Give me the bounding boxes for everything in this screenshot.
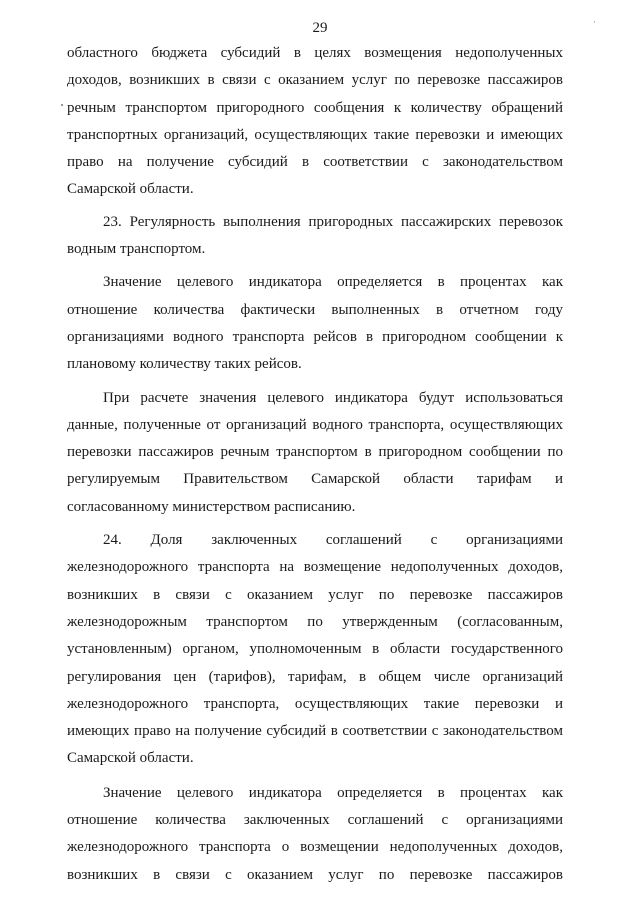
text-line: установленным) органом, уполномоченным в области государственного	[67, 641, 563, 658]
text-line: 23. Регулярность выполнения пригородных пассажирских перевозок	[103, 213, 563, 230]
text-line: При расчете значения целевого индикатора будут использоваться	[103, 389, 563, 406]
text-line: железнодорожным транспортом по утвержденным (согласованным,	[67, 613, 563, 630]
text-line: железнодорожного транспорта, осуществляющих такие перевозки и	[67, 695, 563, 712]
paragraph-data-source	[67, 385, 563, 521]
text-line: 24. Доля заключенных соглашений с организациями	[103, 532, 563, 549]
text-line: организациями водного транспорта рейсов в пригородном сообщении к	[67, 328, 563, 345]
text-line: имеющих право на получение субсидий в соответствии с законодательством	[67, 723, 563, 740]
text-line: право на получение субсидий в соответствии с законодательством	[67, 154, 563, 171]
text-line: Значение целевого индикатора определяется в процентах как	[103, 274, 563, 291]
text-line: возникших в связи с оказанием услуг по перевозке пассажиров	[67, 586, 563, 603]
paragraph-item-24	[67, 527, 563, 773]
text-line: доходов, возникших в связи с оказанием услуг по перевозке пассажиров	[67, 72, 563, 89]
text-line: Самарской области.	[67, 181, 194, 198]
text-line: речным транспортом пригородного сообщения к количеству обращений	[67, 99, 563, 116]
text-line: транспортных организаций, осуществляющих такие перевозки и имеющих	[67, 126, 563, 143]
page-number: 29	[312, 20, 328, 36]
document-body	[67, 40, 563, 889]
text-line: регулируемым Правительством Самарской области тарифам и	[67, 471, 563, 488]
text-line: областного бюджета субсидий в целях возмещения недополученных	[67, 45, 563, 61]
text-line: перевозки пассажиров речным транспортом в пригородном сообщении по	[67, 444, 563, 461]
scan-speck	[61, 104, 63, 106]
text-line: возникших в связи с оказанием услуг по перевозке пассажиров	[67, 866, 563, 883]
text-line: водным транспортом.	[67, 241, 206, 258]
text-line: железнодорожного транспорта о возмещении недополученных доходов,	[67, 839, 563, 856]
text-line: согласованному министерством расписанию.	[67, 498, 356, 515]
paragraph-continuation	[67, 40, 563, 204]
text-line: данные, полученные от организаций водного транспорта, осуществляющих	[67, 416, 563, 433]
paragraph-item-23	[67, 209, 563, 264]
text-line: отношение количества фактически выполненных в отчетном году	[67, 301, 563, 318]
corner-mark: ·	[593, 18, 596, 28]
paragraph-indicator-definition-2	[67, 780, 563, 889]
paragraph-indicator-definition	[67, 269, 563, 378]
text-line: Самарской области.	[67, 750, 194, 767]
text-line: Значение целевого индикатора определяется в процентах как	[103, 784, 563, 801]
text-line: плановому количеству таких рейсов.	[67, 356, 302, 373]
text-line: регулирования цен (тарифов), тарифам, в общем числе организаций	[67, 668, 563, 685]
text-line: отношение количества заключенных соглашений с организациями	[67, 812, 563, 829]
text-line: железнодорожного транспорта на возмещение недополученных доходов,	[67, 559, 563, 576]
